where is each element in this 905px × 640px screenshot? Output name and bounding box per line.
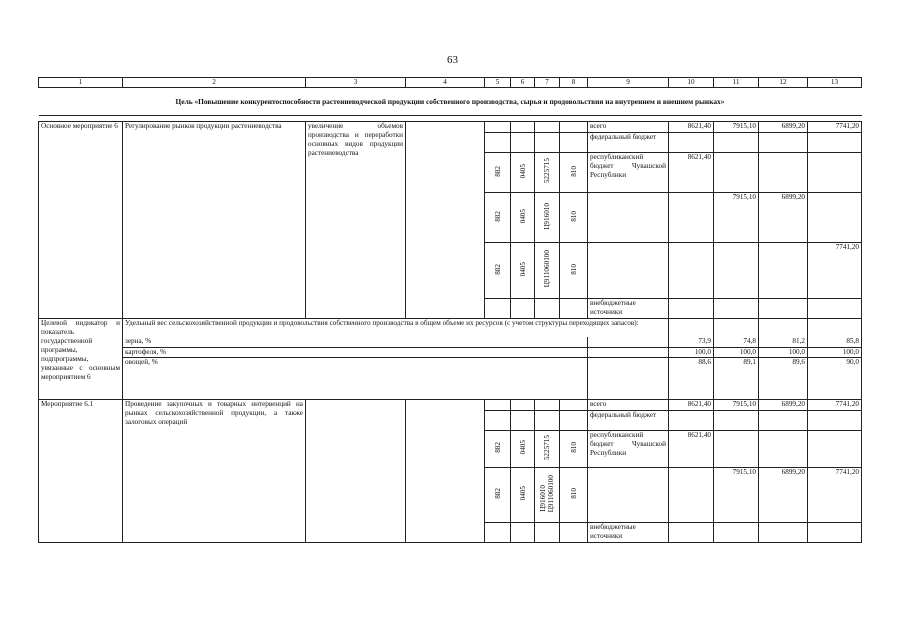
value-cell: 7915,10 <box>714 400 759 411</box>
header-col-10: 10 <box>669 78 714 88</box>
goal-title: Цель «Повышение конкурентоспособности растениеводческой продукции собственного производства, сырья и продовольствия на внутреннем и внешнем рынках» <box>39 88 862 116</box>
goal-row <box>39 88 862 116</box>
expense-type-code: 810 <box>569 263 578 275</box>
value-cell: 7741,20 <box>808 400 862 411</box>
grbs-code: 882 <box>493 442 502 453</box>
value-cell: 6899,20 <box>759 122 808 133</box>
indicator-row <box>39 358 862 400</box>
indicator-value: 81,2 <box>759 337 808 348</box>
section-code: 0405 <box>518 163 527 179</box>
header-col-11: 11 <box>714 78 759 88</box>
indicator-value: 74,8 <box>714 337 759 348</box>
page-number: 63 <box>447 54 458 66</box>
value-cell: 8621,40 <box>669 400 714 411</box>
header-col-5: 5 <box>485 78 511 88</box>
header-col-4: 4 <box>406 78 485 88</box>
indicator-value: 88,6 <box>669 358 714 400</box>
value-cell: 8621,40 <box>669 153 714 193</box>
header-col-8: 8 <box>560 78 588 88</box>
target-article-code: 5225715 <box>543 434 551 461</box>
event6-name: Основное мероприятие 6 <box>39 122 123 319</box>
indicator-value: 100,0 <box>759 348 808 358</box>
indicator-value: 100,0 <box>714 348 759 358</box>
source-cell: республиканский бюджет Чувашской Республики <box>588 431 669 468</box>
indicator-value: 89,1 <box>714 358 759 400</box>
section-code: 0405 <box>518 486 527 501</box>
indicator-name: зерна, % <box>123 337 588 348</box>
value-cell: 6899,20 <box>759 400 808 411</box>
source-cell: внебюджетные источники <box>588 299 669 319</box>
program-table <box>38 77 862 543</box>
table-row <box>39 122 862 133</box>
indicator-value: 85,8 <box>808 337 862 348</box>
section-code: 0405 <box>518 261 527 277</box>
target-article-code: Ц916010 <box>543 202 551 230</box>
target-article-code: Ц916010 <box>539 485 547 513</box>
indicator-value: 100,0 <box>669 348 714 358</box>
value-cell: 8621,40 <box>669 431 714 468</box>
target-article-code: Ц911060100 <box>543 250 551 288</box>
source-cell: всего <box>588 122 669 133</box>
section-code: 0405 <box>518 208 527 224</box>
header-col-1: 1 <box>39 78 123 88</box>
value-cell: 7915,10 <box>714 468 759 523</box>
header-col-6: 6 <box>511 78 535 88</box>
source-cell: внебюджетные источники <box>588 523 669 543</box>
value-cell: 7741,20 <box>808 243 862 299</box>
indicator-title-row <box>39 319 862 337</box>
value-cell: 7915,10 <box>714 193 759 243</box>
indicator-value: 100,0 <box>808 348 862 358</box>
value-cell: 7915,10 <box>714 122 759 133</box>
grbs-code: 882 <box>493 165 502 177</box>
indicator-value: 73,9 <box>669 337 714 348</box>
grbs-code: 882 <box>493 488 502 499</box>
value-cell: 8621,40 <box>669 122 714 133</box>
indicator-row <box>39 337 862 348</box>
value-cell: 7741,20 <box>808 468 862 523</box>
grbs-code: 882 <box>493 210 502 222</box>
grbs-code: 882 <box>493 263 502 275</box>
source-cell: республиканский бюджет Чувашской Республики <box>588 153 669 193</box>
target-article-code: 5225715 <box>543 158 551 184</box>
value-cell: 6899,20 <box>759 468 808 523</box>
header-col-13: 13 <box>808 78 862 88</box>
header-col-12: 12 <box>759 78 808 88</box>
event61-name: Мероприятие 6.1 <box>39 400 123 543</box>
indicator-name: картофеля, % <box>123 348 588 358</box>
indicator-value: 89,6 <box>759 358 808 400</box>
section-code: 0405 <box>518 440 527 455</box>
expense-type-code: 810 <box>569 488 578 499</box>
header-col-2: 2 <box>123 78 306 88</box>
header-row <box>39 78 862 88</box>
indicator-title: Удельный вес сельскохозяйственной продукции и продовольствия собственного производства в общем объеме их ресурсов (с учетом структуры переходящих запасов): <box>123 319 669 337</box>
expense-type-code: 810 <box>569 210 578 222</box>
event6-col4 <box>406 122 485 319</box>
source-cell: федеральный бюджет <box>588 133 669 153</box>
value-cell: 7741,20 <box>808 122 862 133</box>
source-cell: всего <box>588 400 669 411</box>
expense-type-code: 810 <box>569 442 578 453</box>
header-col-7: 7 <box>535 78 560 88</box>
event61-description: Проведение закупочных и товарных интервенций на рынках сельскохозяйственной продукции, а также залоговых операций <box>123 400 306 543</box>
source-cell: федеральный бюджет <box>588 411 669 431</box>
value-cell: 6899,20 <box>759 193 808 243</box>
event6-result: увеличение объемов производства и переработки основных видов продукции растениеводства <box>306 122 406 319</box>
indicator-value: 90,0 <box>808 358 862 400</box>
indicator-row <box>39 348 862 358</box>
table-row <box>39 400 862 411</box>
header-col-9: 9 <box>588 78 669 88</box>
event6-description: Регулирование рынков продукции растениеводства <box>123 122 306 319</box>
header-col-3: 3 <box>306 78 406 88</box>
indicator-label: Целевой индикатор и показатель государственной программы, подпрограммы, увязанные с основным мероприятием 6 <box>39 319 123 400</box>
indicator-name: овощей, % <box>123 358 588 400</box>
target-article-code: Ц911060100 <box>547 474 555 513</box>
expense-type-code: 810 <box>569 165 578 177</box>
